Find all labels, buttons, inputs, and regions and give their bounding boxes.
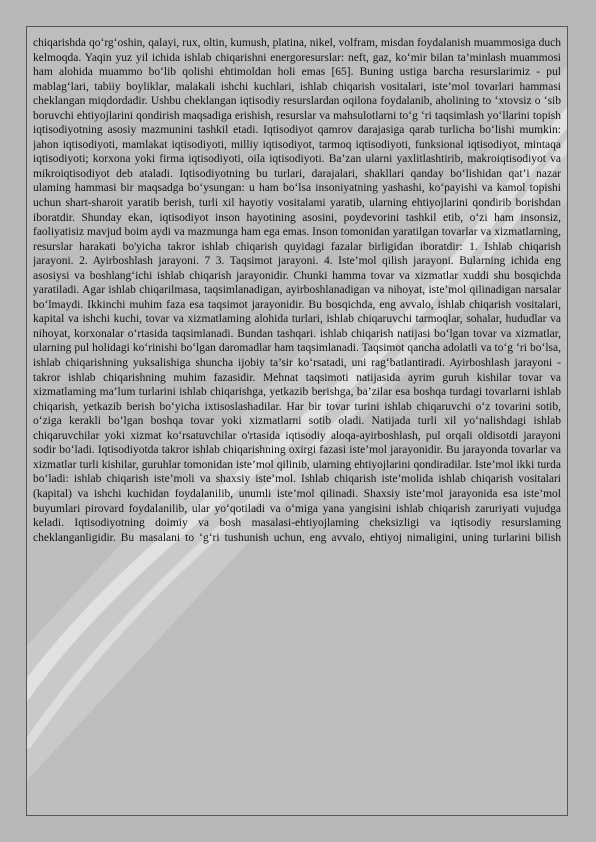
body-paragraph: chiqarishda qo‘rg‘oshin, qalayi, rux, oltin, kumush, platina, nikel, volfram, misdan foydalanish muammosiga duch kelmoqda. Yaqin yuz yil ichida ishlab chiqarishni energoresurslar: neft, gaz, ko‘mir bilan ta’minlash muammosi ham alohida muammo bo‘lib qolishi ehtimoldan holi emas [65]. Buning ustiga barcha resurslarimiz - pul mablag‘lari, tabiiy boyliklar, malakali ishchi kuchlari, ishlab chiqarish vositalari, iste’mol tovarlari hammasi cheklangan miqdordadir. Ushbu cheklangan iqtisodiy resurslardan oqilona foydalanib, aholining to ‘xtovsiz o ‘sib boruvchi ehtiyojlarini qondirish maqsadiga erishish, resurslar va mahsulotlarni to‘g ‘ri taqsimlash yo‘llarini topish iqtisodiyotning asosiy mazmunini tashkil etadi. Iqtisodiyot qamrov darajasiga qarab turlicha bo‘lishi mumkin: jahon iqtisodiyoti, mamlakat iqtisodiyoti, milliy iqtisodiyot, tarmoq iqtisodiyoti, funksional iqtisodiyot, mintaqa iqtisodiyoti; korxona yoki firma iqtisodiyoti, oila iqtisodiyoti. Ba’zan ularni yaxlitlashtirib, makroiqtisodiyot va mikroiqtisodiyot deb ataladi. Iqtisodiyotning bu turlari, darajalari, shakllari qanday bo‘lishidan qat’i nazar ulaming hammasi bir maqsadga bo‘ysungan: u ham bo‘lsa insoniyatning yashashi, ko‘payishi va kamol topishi uchun shart-sharoit yaratib berish, turli xil hayotiy vositalami yaratib, ularning ehtiyojlarini qondirib borishdan iboratdir. Shunday ekan, iqtisodiyot inson hayotining asosini, poydevorini tashkil etib, o‘zi ham insonsiz, faoliyatisiz mavjud boim aydi va mazmunga ham ega emas. Inson tomonidan yaratilgan tovarlar va xizmatlarning, resurslar harakati bo'yicha takror ishlab chiqarish quyidagi fazalar birligidan iboratdir: 1. Ishlab chiqarish jarayoni. 2. Ayirboshlash jarayoni. 7 3. Taqsimot jarayoni. 4. Iste’mol qilish jarayoni. Bularning ichida eng asosiysi va boshlang‘ichi ishlab chiqarish jarayonidir. Chunki hamma tovar va xizmatlar xuddi shu bosqichda yaratiladi. Agar ishlab chiqarilmasa, taqsimlanadigan, ayirboshlanadigan va nihoyat, iste’mol qilinadigan narsalar bo‘lmaydi. Ikkinchi muhim faza esa taqsimot jarayonidir. Bu bosqichda, eng avvalo, ishlab chiqarish vositalari, kapital va ishchi kuchi, tovar va xizmatlaming alohida turlari, ishlab chiqaruvchi tarmoqlar, sohalar, hududlar va nihoyat, korxonalar o‘rtasida taqsimlanadi. Bundan tashqari. ishlab chiqarish natijasi bo‘lgan tovar va xizmatlar, ularning pul holidagi ko‘rinishi bo‘lgan daromadlar ham taqsimlanadi. Taqsimot qancha adolatli va to‘g ‘ri bo‘lsa, ishlab chiqarishning yuksalishiga shuncha ijobiy ta’sir ko‘rsatadi, uni rag‘batlantiradi. Ayirboshlash jarayoni - takror ishlab chiqarishning muhim fazasidir. Mehnat taqsimoti natijasida ayrim guruh kishilar tovar va xizmatlaming ma’lum turlarini ishlab chiqarishga, yetkazib berishga, ba’zilar esa boshqa turdagi tovarlarni ishlab chiqarish, yetkazib berish bo‘yicha ixtisoslashadilar. Har bir tovar turini ishlab chiqaruvchi o‘z tovarini sotib, o‘ziga kerakli bo‘lgan boshqa tovar yoki xizmatlarni sotib oladi. Natijada turli xil yo‘nalishdagi ishlab chiqaruvchilar yoki xizmat ko‘rsatuvchilar o'rtasida iqtisodiy aloqa-ayirboshlash, pul orqali oldisotdi jarayoni sodir bo‘ladi. Iqtisodiyotda takror ishlab chiqarishning oxirgi fazasi iste’mol jarayonidir. Bu jarayonda tovarlar va xizmatlar turli kishilar, guruhlar tomonidan iste’mol qilinib, ularning ehtiyojlarini qondiradilar. Iste’mol ikki turda bo‘ladi: ishlab chiqarish iste’moli va shaxsiy iste’mol. Ishlab chiqarish iste’molida ishlab chiqarish vositalari (kapital) va ishchi kuchidan foydalanilib, unumli iste’mol qilinadi. Shaxsiy iste’mol jarayonida esa iste’mol buyumlari pirovard foydalanilib, ular yo‘qotiladi va o‘miga yana yangisini ishlab chiqarish zaruriyati vujudga keladi. Iqtisodiyotning doimiy va bosh masalasi-ehtiyojlaming cheksizligi va iqtisodiy resurslaming cheklanganligidir. Bu masalani to ‘g‘ri tushunish uchun, eng avvalo, ehtiyoj nimaligini, uning turlarini bilish <box>33 37 561 544</box>
page-frame <box>26 26 568 816</box>
